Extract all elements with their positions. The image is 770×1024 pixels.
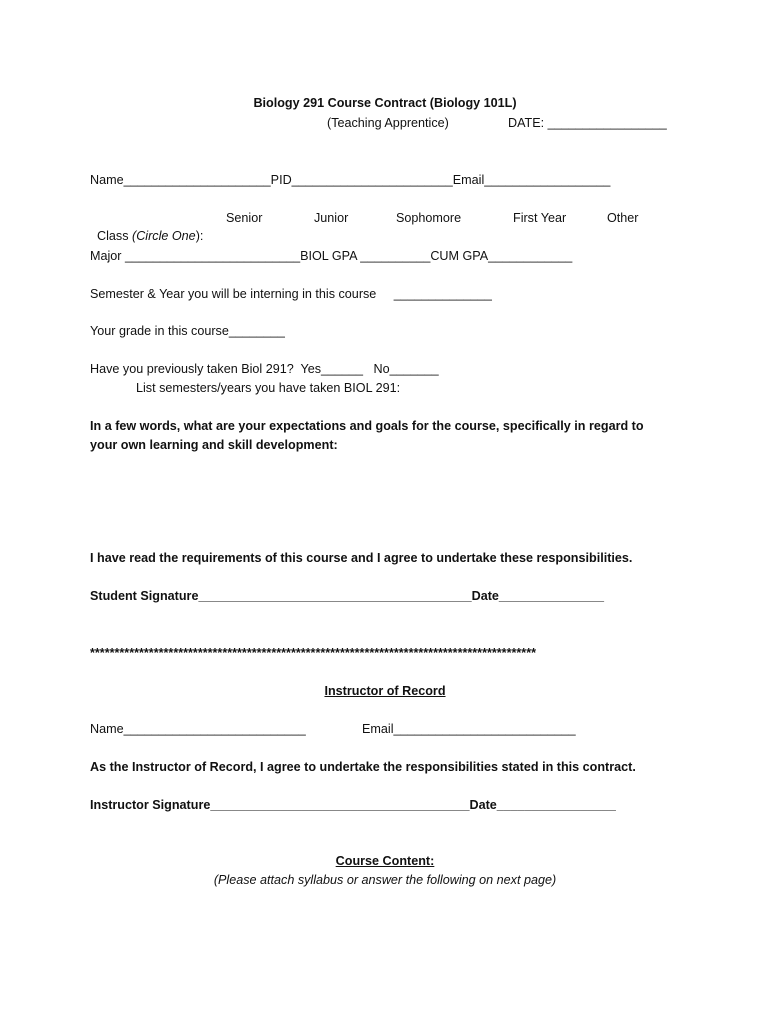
major-gpa-fields[interactable]: Major _________________________BIOL GPA __________CUM GPA____________ — [90, 249, 573, 263]
instructor-name-field[interactable]: Name__________________________ — [90, 722, 306, 736]
instructor-signature-field[interactable]: Instructor Signature_____________________________________Date_________________ — [90, 798, 616, 812]
previous-semesters-prompt: List semesters/years you have taken BIOL 291: — [136, 381, 401, 395]
class-option-first-year[interactable]: First Year — [513, 211, 567, 225]
class-option-sophomore[interactable]: Sophomore — [396, 211, 462, 225]
date-field[interactable]: DATE: _________________ — [508, 116, 667, 130]
class-hint-suffix: ): — [195, 229, 204, 243]
goals-question-line-2: your own learning and skill development: — [90, 438, 338, 452]
goals-question-line-1: In a few words, what are your expectations and goals for the course, specifically in regard to — [90, 419, 644, 433]
instructor-email-field[interactable]: Email__________________________ — [362, 722, 576, 736]
class-option-junior[interactable]: Junior — [314, 211, 349, 225]
section-divider: ******************************************************************************************* — [90, 646, 536, 660]
instructor-heading: Instructor of Record — [324, 684, 446, 698]
student-agreement: I have read the requirements of this course and I agree to undertake these responsibilities. — [90, 551, 633, 565]
class-hint: (Circle One — [132, 229, 196, 243]
course-content-heading: Course Content: — [335, 854, 435, 868]
class-option-senior[interactable]: Senior — [226, 211, 263, 225]
course-content-note: (Please attach syllabus or answer the following on next page) — [213, 873, 557, 887]
class-option-other[interactable]: Other — [607, 211, 639, 225]
student-identity-fields[interactable]: Name_____________________PID_______________________Email__________________ — [90, 173, 611, 187]
previous-biol291-field[interactable]: Have you previously taken Biol 291? Yes______ No_______ — [90, 362, 439, 376]
student-signature-field[interactable]: Student Signature_______________________________________Date_______________ — [90, 589, 604, 603]
form-subtitle: (Teaching Apprentice) — [327, 116, 449, 130]
form-title: Biology 291 Course Contract (Biology 101L) — [253, 96, 517, 110]
instructor-agreement: As the Instructor of Record, I agree to undertake the responsibilities stated in this contract. — [90, 760, 636, 774]
class-row — [90, 209, 203, 245]
grade-field[interactable]: Your grade in this course________ — [90, 324, 285, 338]
semester-year-field[interactable]: Semester & Year you will be interning in this course ______________ — [90, 287, 492, 301]
class-label: Class — [97, 229, 132, 243]
